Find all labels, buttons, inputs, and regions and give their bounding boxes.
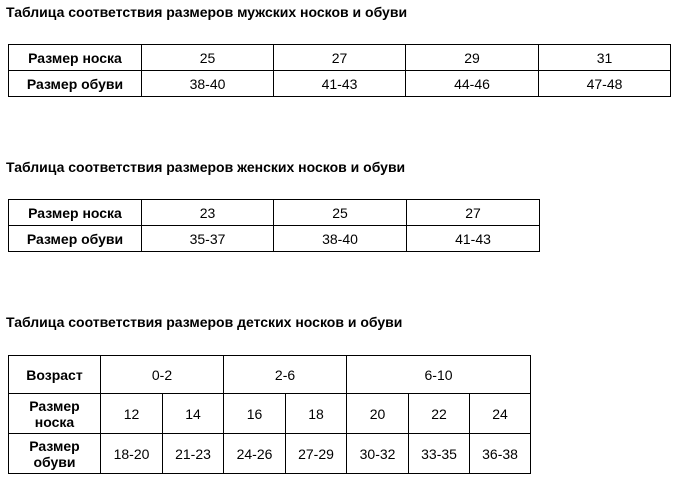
- kids-sock-row: [9, 394, 531, 434]
- kids-shoe-row: [9, 434, 531, 474]
- men-sock-size: 29: [406, 45, 539, 71]
- women-sock-size: 27: [407, 200, 540, 226]
- kids-shoe-size: 27-29: [286, 434, 347, 474]
- kids-sock-label-line2: носка: [34, 413, 75, 430]
- kids-sock-size: 22: [409, 394, 470, 434]
- women-shoe-size: 38-40: [274, 226, 407, 252]
- kids-shoe-size: 21-23: [163, 434, 224, 474]
- women-size-table: [8, 199, 540, 252]
- kids-shoe-size: 36-38: [470, 434, 531, 474]
- kids-shoe-size: 24-26: [224, 434, 286, 474]
- men-sock-size: 27: [274, 45, 406, 71]
- kids-sock-label: [9, 394, 101, 434]
- kids-sock-size: 18: [286, 394, 347, 434]
- men-shoe-size: 41-43: [274, 71, 406, 97]
- men-sock-size: 31: [539, 45, 671, 71]
- men-shoe-label: Размер обуви: [9, 71, 142, 97]
- kids-age-range: 0-2: [101, 356, 224, 394]
- kids-sock-size: 16: [224, 394, 286, 434]
- women-shoe-size: 41-43: [407, 226, 540, 252]
- kids-age-range: 6-10: [347, 356, 531, 394]
- women-sock-size: 23: [142, 200, 274, 226]
- kids-sock-label-line1: Размер: [29, 397, 80, 414]
- kids-age-row: [9, 356, 531, 394]
- kids-sock-size: 20: [347, 394, 409, 434]
- kids-sock-size: 14: [163, 394, 224, 434]
- women-shoe-size: 35-37: [142, 226, 274, 252]
- kids-table-title: Таблица соответствия размеров детских носков и обуви: [6, 314, 403, 330]
- men-sock-label: Размер носка: [9, 45, 142, 71]
- men-table-title: Таблица соответствия размеров мужских носков и обуви: [6, 4, 408, 20]
- kids-age-range: 2-6: [224, 356, 347, 394]
- women-sock-label: Размер носка: [9, 200, 142, 226]
- kids-age-label: Возраст: [9, 356, 101, 394]
- women-sock-row: [9, 200, 540, 226]
- men-shoe-size: 44-46: [406, 71, 539, 97]
- kids-sock-size: 12: [101, 394, 163, 434]
- men-sock-size: 25: [142, 45, 274, 71]
- kids-shoe-label-line2: обуви: [33, 453, 76, 470]
- men-shoe-size: 38-40: [142, 71, 274, 97]
- men-size-table: [8, 44, 671, 97]
- women-shoe-row: [9, 226, 540, 252]
- kids-shoe-label: [9, 434, 101, 474]
- kids-shoe-size: 33-35: [409, 434, 470, 474]
- men-shoe-size: 47-48: [539, 71, 671, 97]
- men-sock-row: [9, 45, 671, 71]
- men-shoe-row: [9, 71, 671, 97]
- kids-shoe-label-line1: Размер: [29, 437, 80, 454]
- kids-shoe-size: 18-20: [101, 434, 163, 474]
- women-table-title: Таблица соответствия размеров женских носков и обуви: [6, 159, 406, 175]
- kids-size-table: [8, 355, 531, 474]
- women-sock-size: 25: [274, 200, 407, 226]
- women-shoe-label: Размер обуви: [9, 226, 142, 252]
- kids-shoe-size: 30-32: [347, 434, 409, 474]
- kids-sock-size: 24: [470, 394, 531, 434]
